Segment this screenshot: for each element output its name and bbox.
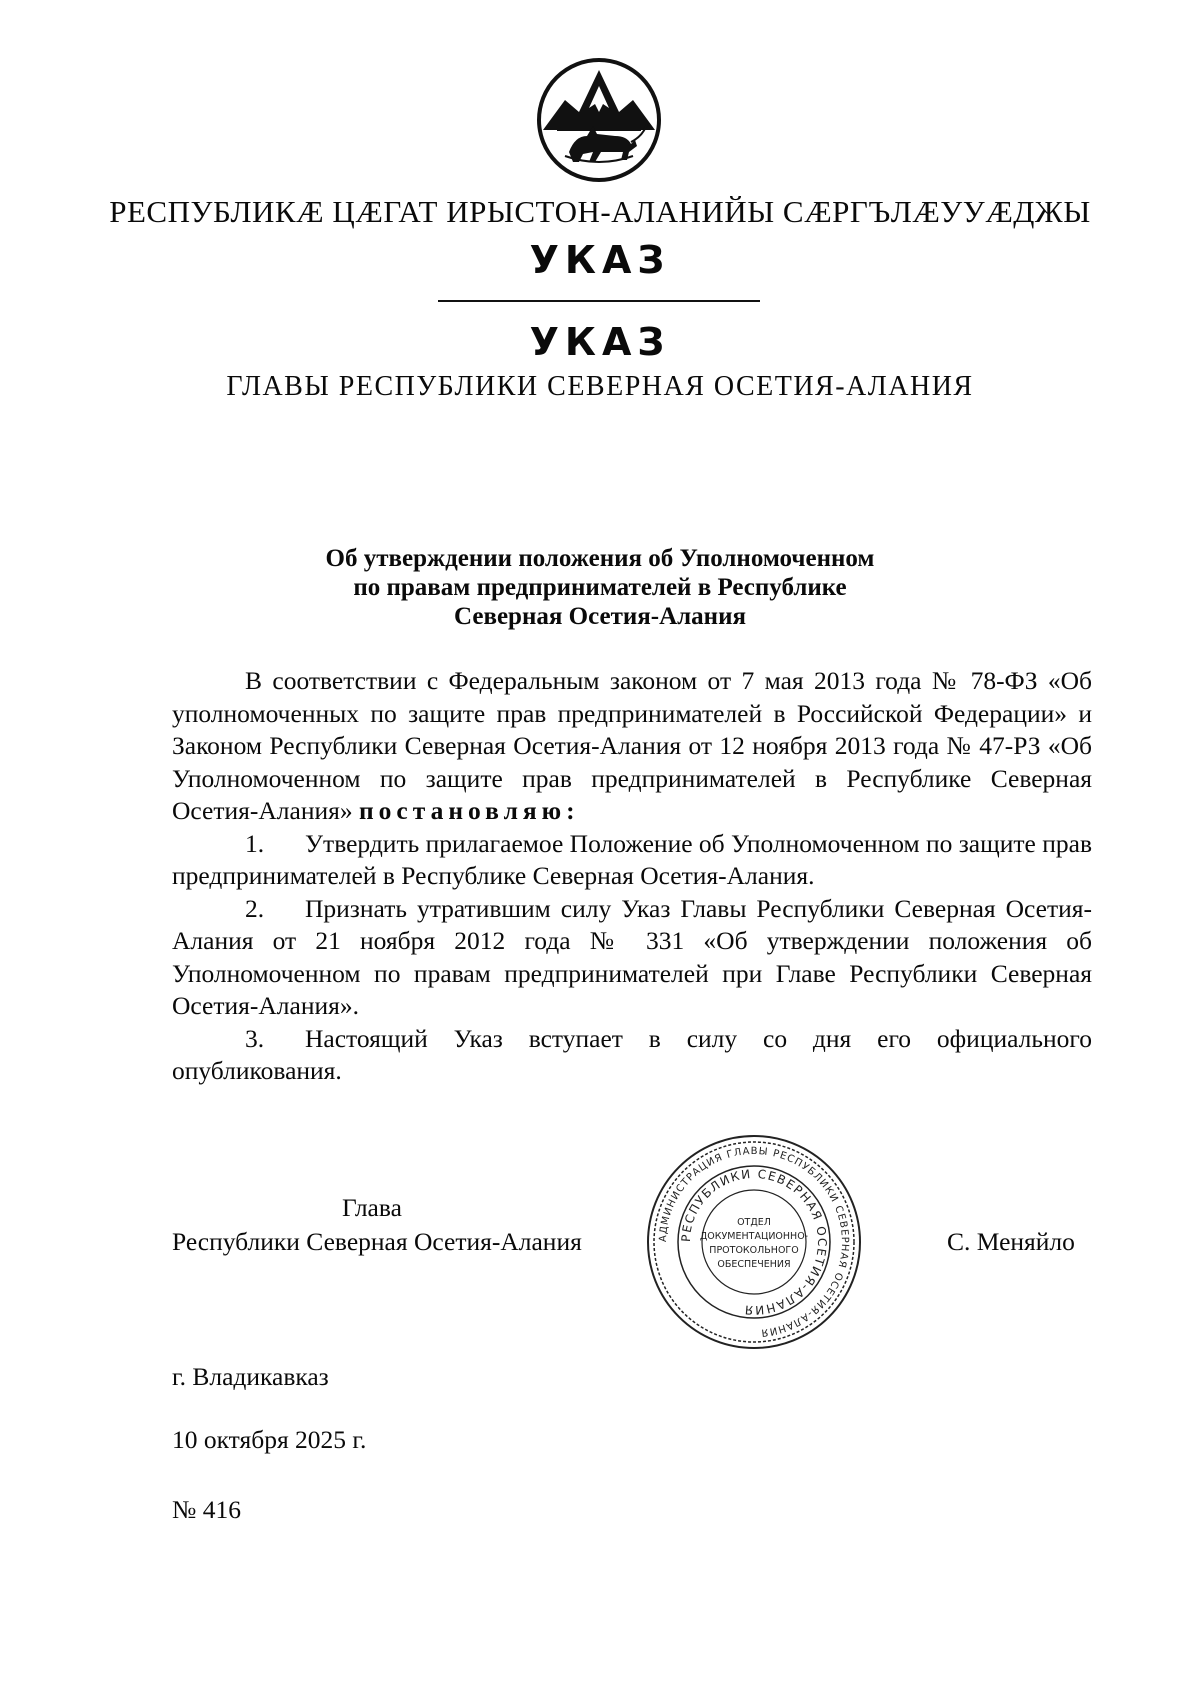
item-text: Утвердить прилагаемое Положение об Уполномоченном по защите прав предпринимателей в Республике Северная Осетия-Алания.: [172, 828, 1093, 890]
signatory-position-line2: Республики Северная Осетия-Алания: [172, 1227, 582, 1256]
signatory-name: С. Меняйло: [947, 1227, 1075, 1256]
preamble-paragraph: [172, 665, 1092, 828]
resolves-word: постановляю:: [358, 796, 580, 825]
document-body: [172, 665, 1092, 1088]
preamble-text: В соответствии с Федеральным законом от 7 мая 2013 года № 78-ФЗ «Об уполномоченных по защите прав предпринимателей в Российской Федерации» и Законом Республики Северная Осетия-Алания от 12 ноября 2013 года № 47-РЗ «Об Уполномоченном по защите прав предпринимателей в Республике Северная Осетия-Алания»: [172, 666, 1092, 825]
issue-city: г. Владикавказ: [172, 1362, 329, 1391]
document-title: [250, 544, 950, 631]
item-number: 2.: [245, 893, 265, 923]
stamp-center-line: ПРОТОКОЛЬНОГО: [709, 1245, 799, 1256]
decree-item: [172, 893, 1092, 1023]
title-line: Северная Осетия-Алания: [453, 603, 747, 630]
header-divider: [438, 300, 760, 302]
item-text: Настоящий Указ вступает в силу со дня его официального опубликования.: [172, 1023, 1092, 1085]
decree-item: [172, 828, 1092, 893]
stamp-outer-text: АДМИНИСТРАЦИЯ ГЛАВЫ РЕСПУБЛИКИ СЕВЕРНАЯ ОСЕТИЯ-АЛАНИЯ: [657, 1145, 851, 1338]
stamp-center-line: ДОКУМЕНТАЦИОННО-: [699, 1231, 809, 1242]
item-text: Признать утратившим силу Указ Главы Республики Северная Осетия-Алания от 21 ноября 2012 года № 331 «Об утверждении положения об Уполномоченном по правам предпринимателей при Главе Республики Северная Осетия-Алания».: [172, 893, 1092, 1020]
issue-date: 10 октября 2025 г.: [172, 1425, 367, 1454]
item-number: 1.: [245, 828, 265, 858]
signatory-position: Глава: [342, 1193, 402, 1222]
official-seal-stamp: [645, 1133, 863, 1351]
decree-heading-russian: УКАЗ: [529, 320, 671, 364]
stamp-inner-text: РЕСПУБЛИКИ СЕВЕРНАЯ ОСЕТИЯ-АЛАНИЯ: [678, 1166, 830, 1318]
decree-heading-ossetian: УКАЗ: [529, 238, 671, 282]
decree-item: [172, 1023, 1092, 1088]
title-line: по правам предпринимателей в Республике: [353, 574, 847, 601]
stamp-center-line: ОТДЕЛ: [737, 1217, 771, 1228]
issuer-heading: ГЛАВЫ РЕСПУБЛИКИ СЕВЕРНАЯ ОСЕТИЯ-АЛАНИЯ: [226, 371, 974, 402]
stamp-center-line: ОБЕСПЕЧЕНИЯ: [717, 1259, 791, 1270]
coat-of-arms-emblem: [535, 56, 663, 184]
title-line: Об утверждении положения об Уполномоченном: [325, 545, 875, 572]
ossetian-header: РЕСПУБЛИКӔ ЦӔГАТ ИРЫСТОН-АЛАНИЙЫ СӔРГЪЛӔУУӔДЖЫ: [109, 194, 1091, 229]
decree-number: № 416: [172, 1495, 241, 1524]
item-number: 3.: [245, 1023, 265, 1053]
